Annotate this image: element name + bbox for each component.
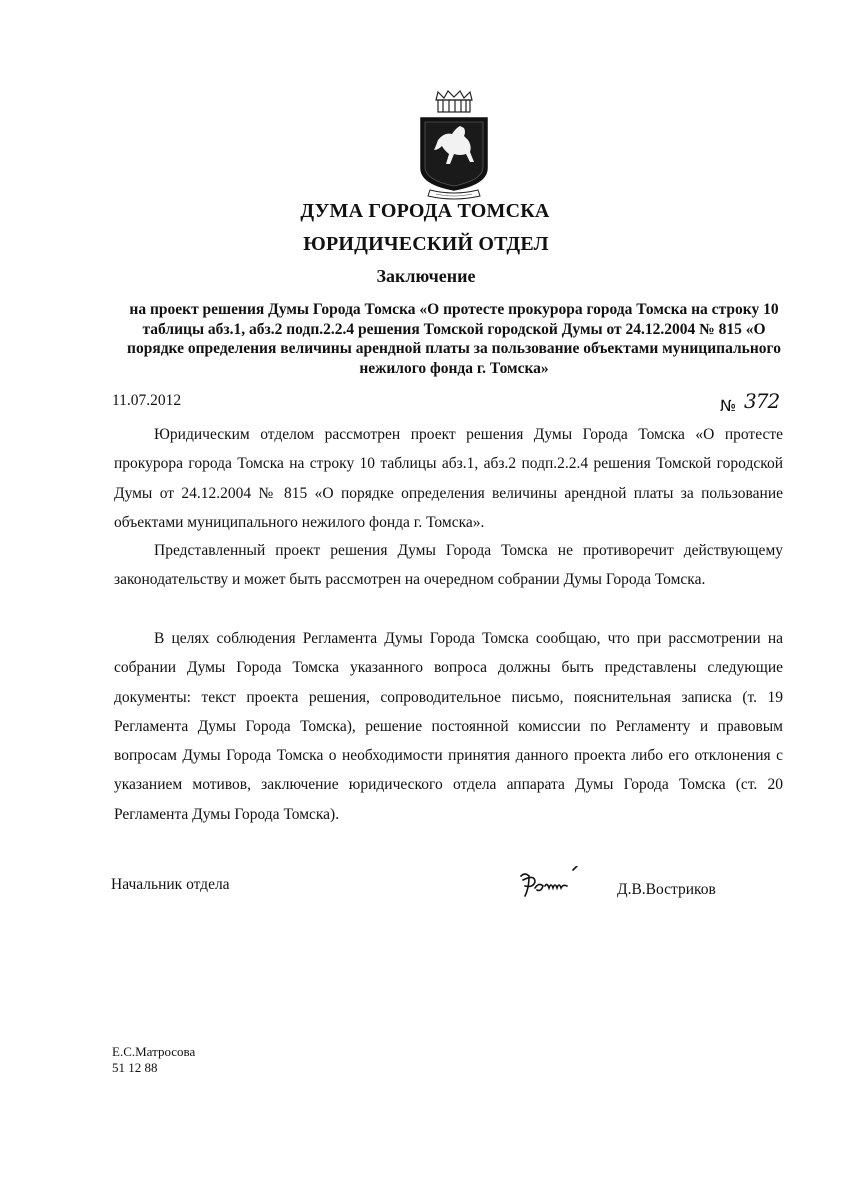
organization-name: ДУМА ГОРОДА ТОМСКА	[300, 200, 550, 222]
document-type-title: Заключение	[376, 266, 476, 286]
document-date: 11.07.2012	[112, 392, 182, 409]
executor-block	[112, 1044, 195, 1076]
document-number	[720, 389, 780, 416]
handwritten-number: 372	[744, 389, 780, 413]
handwritten-signature	[515, 866, 585, 902]
body-paragraph-2: Представленный проект решения Думы Города Томска не противоречит действующему законодательству и может быть рассмотрен на очередном собрании Думы Города Томска.	[114, 542, 783, 589]
document-subject: на проект решения Думы Города Томска «О протесте прокурора города Томска на строку 10 таблицы абз.1, абз.2 подп.2.2.4 решения Томской городской Думы от 24.12.2004 № 815 «О порядке определения величины арендной платы за пользование объектами муниципального нежилого фонда г. Томска»	[127, 301, 781, 377]
number-sign: №	[720, 397, 737, 415]
department-name: ЮРИДИЧЕСКИЙ ОТДЕЛ	[303, 233, 549, 255]
signatory-title: Начальник отдела	[111, 876, 230, 893]
signatory-name: Д.В.Востриков	[617, 881, 716, 898]
body-paragraph-3: В целях соблюдения Регламента Думы Города Томска сообщаю, что при рассмотрении на собрании Думы Города Томска указанного вопроса должны быть представлены следующие документы: текст проекта решения, сопроводительное письмо, пояснительная записка (т. 19 Регламента Думы Города Томска), решение постоянной комиссии по Регламенту и правовым вопросам Думы Города Томска о необходимости принятия данного проекта либо его отклонения с указанием мотивов, заключение юридического отдела аппарата Думы Города Томска (ст. 20 Регламента Думы Города Томска).	[114, 630, 783, 823]
body-paragraph-1: Юридическим отделом рассмотрен проект решения Думы Города Томска «О протесте прокурора города Томска на строку 10 таблицы абз.1, абз.2 подп.2.2.4 решения Томской городской Думы от 24.12.2004 № 815 «О порядке определения величины арендной платы за пользование объектами муниципального нежилого фонда г. Томска».	[114, 426, 783, 531]
executor-phone: 51 12 88	[112, 1060, 158, 1075]
city-coat-of-arms-icon	[414, 90, 494, 202]
executor-name: Е.С.Матросова	[112, 1044, 196, 1059]
